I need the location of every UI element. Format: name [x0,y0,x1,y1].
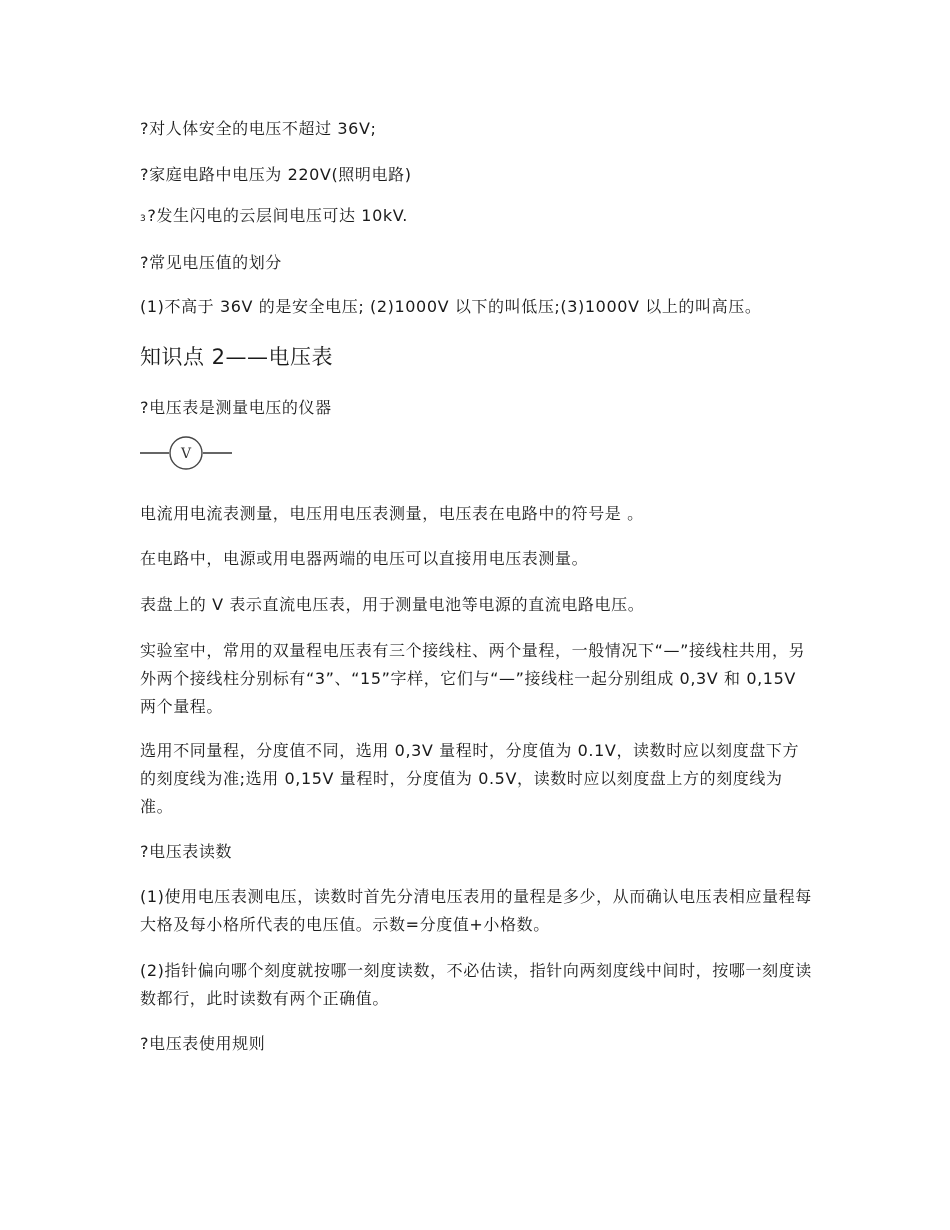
line-household-voltage: ?家庭电路中电压为 220V(照明电路) [140,165,412,184]
voltmeter-para-3: 表盘上的 V 表示直流电压表，用于测量电池等电源的直流电路电压。 [140,595,645,614]
line-voltage-classes-title: ?常见电压值的划分 [140,253,282,272]
symbol-letter: V [180,446,192,462]
line-lightning-text: ?发生闪电的云层间电压可达 10kV. [147,206,408,225]
footnote-mark: 3 [140,214,147,224]
reading-para-1: (1)使用电压表测电压，读数时首先分清电压表用的量程是多少，从而确认电压表相应量程每大格及每小格所代表的电压值。示数=分度值+小格数。 [140,887,812,934]
voltmeter-symbol [140,434,234,472]
line-safe-voltage: ?对人体安全的电压不超过 36V; [140,119,377,138]
line-voltage-classes: (1)不高于 36V 的是安全电压; (2)1000V 以下的叫低压;(3)1000V 以上的叫高压。 [140,297,762,316]
voltmeter-para-5: 选用不同量程，分度值不同，选用 0,3V 量程时，分度值为 0.1V，读数时应以刻度盘下方的刻度线为准;选用 0,15V 量程时，分度值为 0.5V，读数时应以刻度盘上方的刻度线为准。 [140,741,800,816]
reading-para-2: (2)指针偏向哪个刻度就按哪一刻度读数，不必估读，指针向两刻度线中间时，按哪一刻度读数都行，此时读数有两个正确值。 [140,961,812,1008]
section-heading: 知识点 2——电压表 [140,345,334,369]
voltmeter-intro: ?电压表是测量电压的仪器 [140,398,332,417]
line-lightning-voltage [140,202,812,233]
voltmeter-para-2: 在电路中，电源或用电器两端的电压可以直接用电压表测量。 [140,549,589,568]
voltmeter-para-1: 电流用电流表测量，电压用电压表测量，电压表在电路中的符号是 。 [140,504,644,523]
reading-title: ?电压表读数 [140,842,233,861]
rules-title: ?电压表使用规则 [140,1034,266,1053]
voltmeter-para-4: 实验室中，常用的双量程电压表有三个接线柱、两个量程，一般情况下“—”接线柱共用，另外两个接线柱分别标有“3”、“15”字样，它们与“—”接线柱一起分别组成 0,3V 和 0,15V 两个量程。 [140,641,806,716]
